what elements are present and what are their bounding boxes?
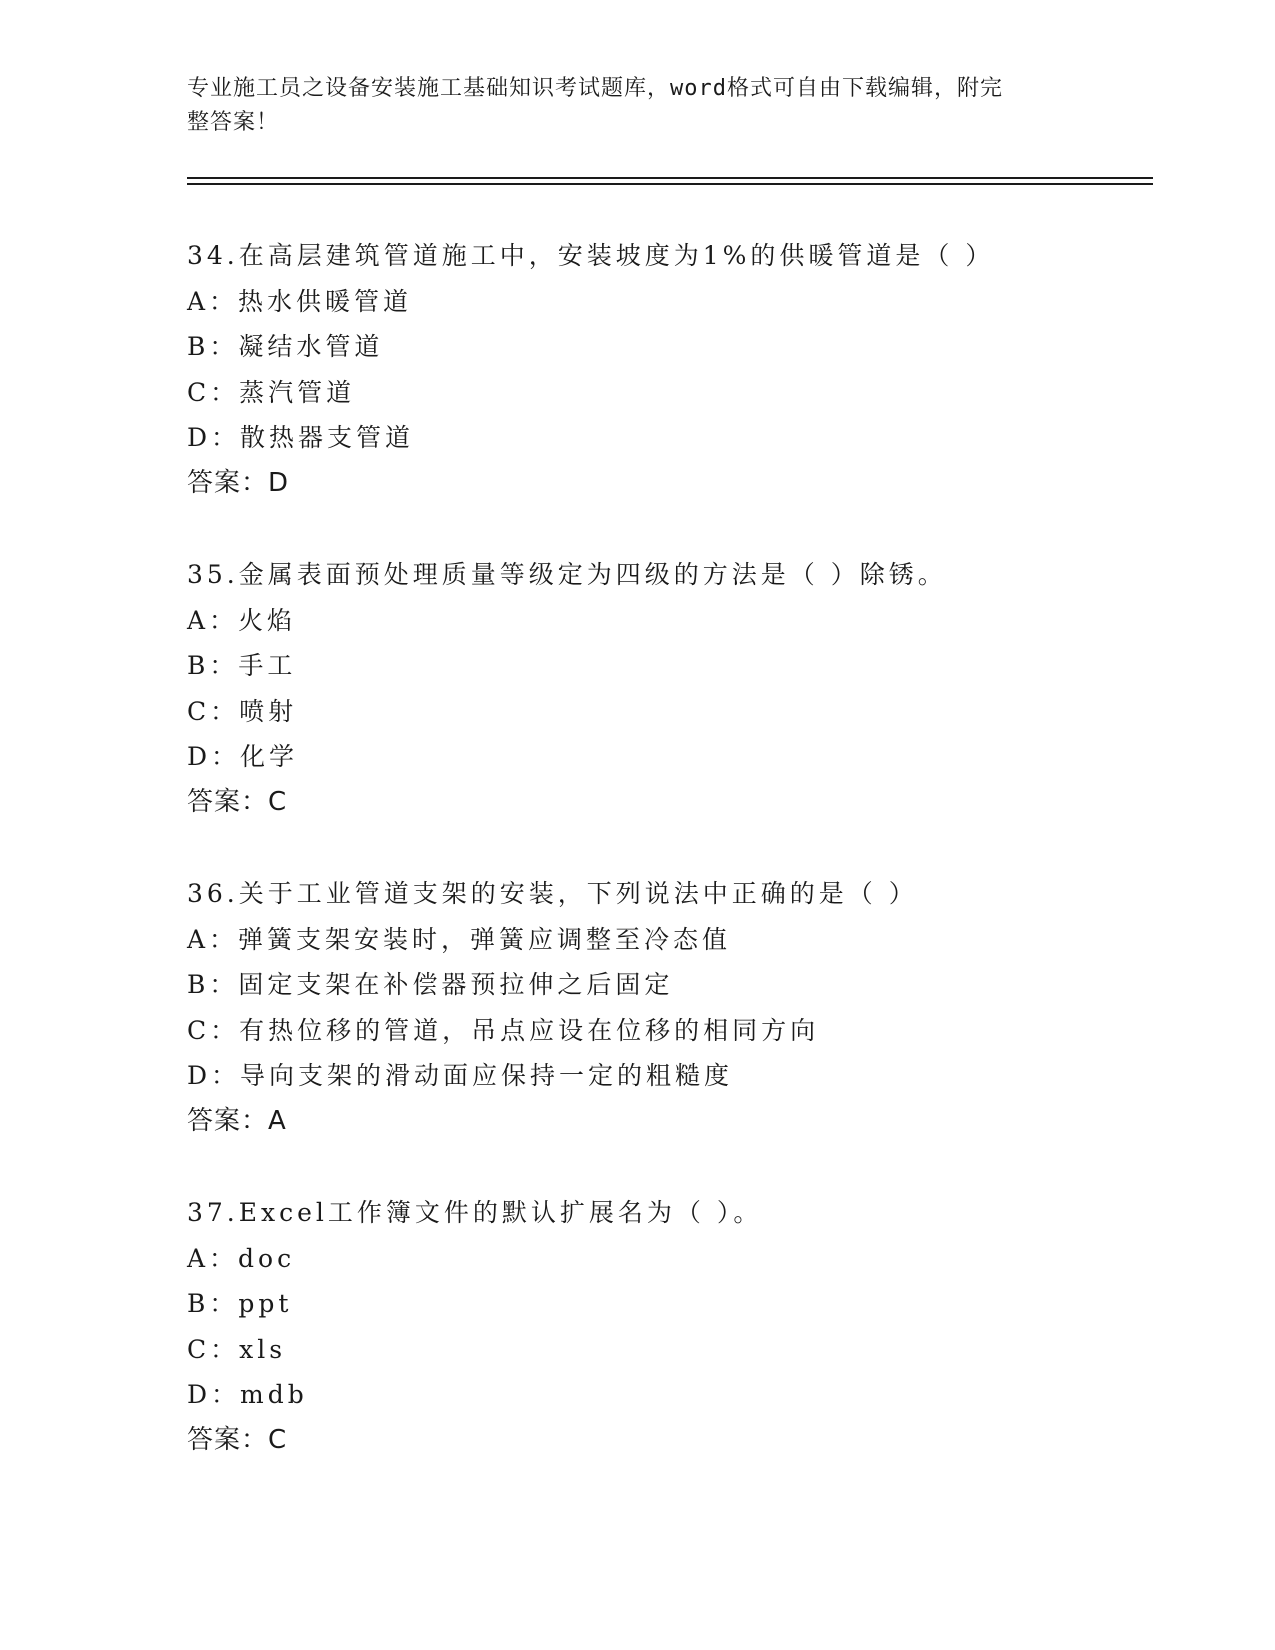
header-line-2: 整答案！ <box>187 110 280 135</box>
option-b: B：ppt <box>187 1289 293 1318</box>
question-stem: 36.关于工业管道支架的安装，下列说法中正确的是（ ） <box>187 879 918 908</box>
header-divider-top <box>187 177 1153 179</box>
option-c: C：xls <box>187 1334 287 1364</box>
document-header <box>187 72 1067 140</box>
question-stem: 35.金属表面预处理质量等级定为四级的方法是（ ）除锈。 <box>187 560 947 589</box>
option-c: C：喷射 <box>187 696 298 726</box>
question-36 <box>187 871 1167 1144</box>
option-d: D：导向支架的滑动面应保持一定的粗糙度 <box>187 1061 734 1090</box>
option-a: A：doc <box>187 1243 296 1273</box>
question-stem: 34.在高层建筑管道施工中，安装坡度为1%的供暖管道是（ ） <box>187 241 995 270</box>
answer: 答案：C <box>187 786 288 817</box>
option-d: D：mdb <box>187 1380 308 1409</box>
answer: 答案：A <box>187 1105 287 1136</box>
option-c: C：蒸汽管道 <box>187 377 356 407</box>
option-b: B：凝结水管道 <box>187 332 384 361</box>
header-divider-bottom <box>187 183 1153 185</box>
option-a: A：热水供暖管道 <box>187 286 413 316</box>
answer: 答案：D <box>187 467 290 498</box>
answer: 答案：C <box>187 1424 288 1455</box>
question-stem: 37.Excel工作簿文件的默认扩展名为（ ）。 <box>187 1198 763 1227</box>
option-a: A：火焰 <box>187 605 297 635</box>
option-c: C：有热位移的管道，吊点应设在位移的相同方向 <box>187 1015 820 1045</box>
option-b: B：手工 <box>187 651 297 680</box>
option-d: D：化学 <box>187 742 299 771</box>
question-35 <box>187 552 1167 825</box>
option-d: D：散热器支管道 <box>187 423 415 452</box>
option-b: B：固定支架在补偿器预拉伸之后固定 <box>187 970 674 999</box>
option-a: A：弹簧支架安装时，弹簧应调整至冷态值 <box>187 924 732 954</box>
question-34 <box>187 233 1167 506</box>
header-line-1: 专业施工员之设备安装施工基础知识考试题库，word格式可自由下载编辑，附完 <box>187 76 1003 101</box>
question-37 <box>187 1190 1167 1463</box>
